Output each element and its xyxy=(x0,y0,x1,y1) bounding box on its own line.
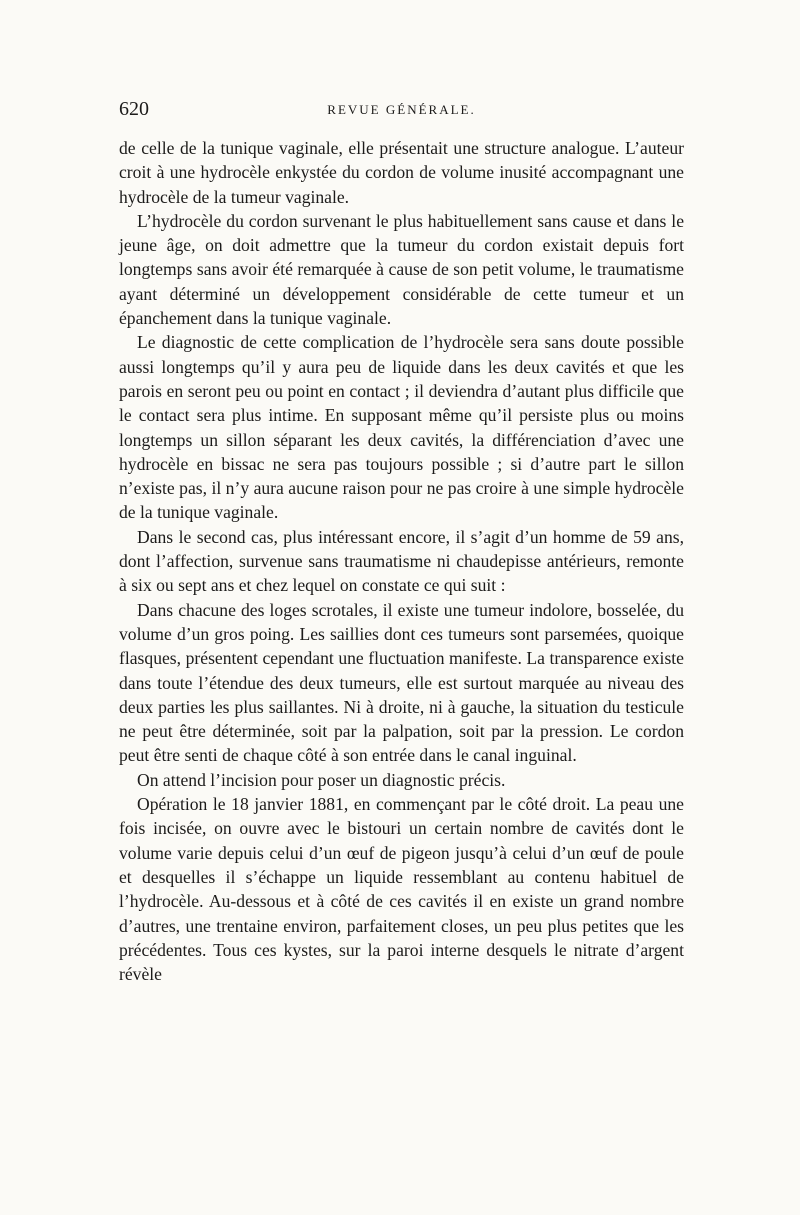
paragraph: L’hydrocèle du cordon survenant le plus habituellement sans cause et dans le jeune âge, on doit admettre que la tumeur du cordon existait depuis fort longtemps sans avoir été remarquée à cause de son petit volume, le traumatisme ayant déterminé un développement considérable de cette tumeur et un épanchement dans la tunique vaginale. xyxy=(119,210,684,329)
paragraph: Opération le 18 janvier 1881, en commençant par le côté droit. La peau une fois incisée, on ouvre avec le bistouri un certain nombre de cavités dont le volume varie depuis celui d’un œuf de pigeon jusqu’à celui d’un œuf de poule et desquelles il s’échappe un liquide ressemblant au contenu habituel de l’hydrocèle. Au-dessous et à côté de ces cavités il en existe un grand nombre d’autres, une trentaine environ, parfaitement closes, un peu plus petites que les précédentes. Tous ces kystes, sur la paroi interne desquels le nitrate d’argent révèle xyxy=(119,794,684,985)
running-head: REVUE GÉNÉRALE. xyxy=(327,102,476,117)
paragraph: On attend l’incision pour poser un diagnostic précis. xyxy=(137,769,506,790)
paragraph: Dans chacune des loges scrotales, il existe une tumeur indolore, bosselée, du volume d’un gros poing. Les saillies dont ces tumeurs sont parsemées, quoique flasques, présentent cependant une fluctuation manifeste. La transparence existe dans toute l’étendue des deux tumeurs, elle est surtout marquée au niveau des deux parties les plus saillantes. Ni à droite, ni à gauche, la situation du testicule ne peut être déterminée, soit par la palpation, soit par la pression. Le cordon peut être senti de chaque côté à son entrée dans le canal inguinal. xyxy=(119,599,684,766)
paragraph: Dans le second cas, plus intéressant encore, il s’agit d’un homme de 59 ans, dont l’affection, survenue sans traumatisme ni chaudepisse antérieurs, remonte à six ou sept ans et chez lequel on constate ce qui suit : xyxy=(119,526,684,596)
page-header xyxy=(119,98,684,124)
body-text xyxy=(119,136,684,986)
page-number: 620 xyxy=(119,98,149,120)
paragraph: Le diagnostic de cette complication de l’hydrocèle sera sans doute possible aussi longtemps qu’il y aura peu de liquide dans les deux cavités et que les parois en seront peu ou point en contact ; il deviendra d’autant plus difficile que le contact sera plus intime. En supposant même qu’il persiste plus ou moins longtemps un sillon séparant les deux cavités, la différenciation d’avec une hydrocèle en bissac ne sera pas toujours possible ; si d’autre part le sillon n’existe pas, il n’y aura aucune raison pour ne pas croire à une simple hydrocèle de la tunique vaginale. xyxy=(119,332,684,523)
paragraph: de celle de la tunique vaginale, elle présentait une structure analogue. L’auteur croit à une hydrocèle enkystée du cordon de volume inusité accompagnant une hydrocèle de la tumeur vaginale. xyxy=(119,138,684,207)
